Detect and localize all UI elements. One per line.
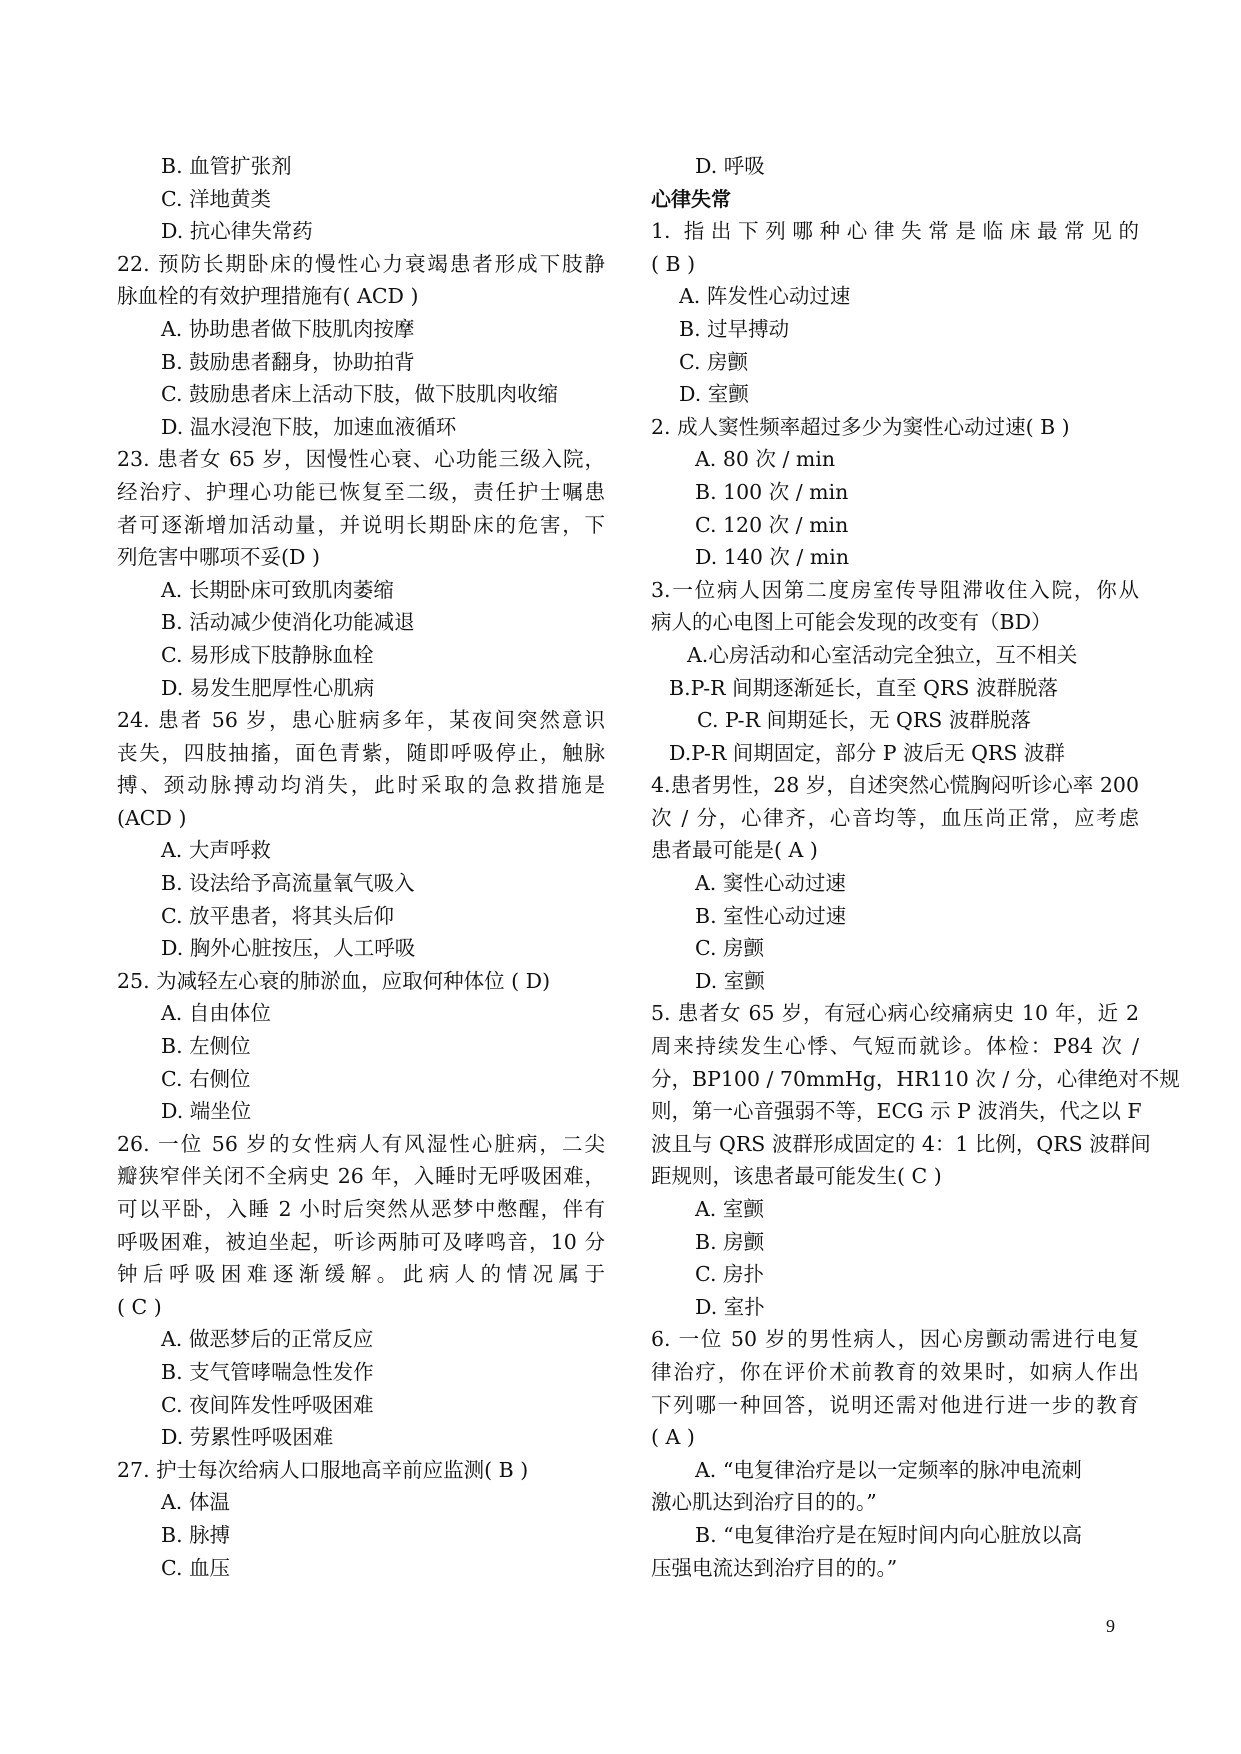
answer-option-line: B. 100 次 / min (695, 479, 849, 504)
answer-option-line: B. 左侧位 (161, 1034, 251, 1059)
question-text-line: C. P-R 间期延长，无 QRS 波群脱落 (697, 708, 1031, 733)
answer-option-line: D. 室颤 (679, 382, 749, 407)
answer-option-line: D. 劳累性呼吸困难 (161, 1425, 334, 1450)
question-text-line: 26. 一位 56 岁的女性病人有风湿性心脏病，二尖 (117, 1131, 605, 1156)
answer-option-line: C. 洋地黄类 (161, 186, 271, 211)
question-text-line: 距规则，该患者最可能发生( C ) (651, 1164, 942, 1189)
question-text-line: ( B ) (651, 251, 696, 276)
question-text-line: 病人的心电图上可能会发现的改变有（BD） (651, 610, 1052, 635)
question-text-line: 25. 为减轻左心衰的肺淤血，应取何种体位 ( D) (117, 968, 551, 993)
answer-option-line: A. 自由体位 (161, 1001, 271, 1026)
question-text-line: 周来持续发生心悸、气短而就诊。体检：P84 次 / (651, 1034, 1139, 1059)
answer-option-line: C. 房扑 (695, 1262, 764, 1287)
answer-option-line: D. 胸外心脏按压，人工呼吸 (161, 936, 416, 961)
answer-option-line: B. 鼓励患者翻身，协助拍背 (161, 349, 415, 374)
answer-option-line: A. 阵发性心动过速 (679, 284, 851, 309)
question-text-line: 丧失，四肢抽搐，面色青紫，随即呼吸停止，触脉 (117, 740, 605, 765)
answer-option-line: D. 室扑 (695, 1294, 765, 1319)
question-text-line: 脉血栓的有效护理措施有( ACD ) (117, 284, 419, 309)
question-text-line: 律治疗，你在评价术前教育的效果时，如病人作出 (651, 1359, 1139, 1384)
question-text-line: 3.一位病人因第二度房室传导阻滞收住入院，你从 (651, 577, 1139, 602)
answer-option-line: B. 过早搏动 (679, 316, 790, 341)
question-text-line: 经治疗、护理心功能已恢复至二级，责任护士嘱患 (117, 479, 605, 504)
question-text-line: 压强电流达到治疗目的的。” (651, 1555, 898, 1580)
question-text-line: 分，BP100 / 70mmHg，HR110 次 / 分，心律绝对不规 (651, 1066, 1180, 1091)
question-text-line: ( C ) (117, 1294, 162, 1319)
question-text-line: 2. 成人窦性频率超过多少为窦性心动过速( B ) (651, 414, 1070, 439)
answer-option-line: C. 房颤 (679, 349, 748, 374)
answer-option-line: C. 放平患者，将其头后仰 (161, 903, 394, 928)
answer-option-line: B. 血管扩张剂 (161, 154, 292, 178)
answer-option-line: B. 活动减少使消化功能减退 (161, 610, 415, 635)
question-text-line: (ACD ) (117, 805, 187, 830)
answer-option-line: D. 140 次 / min (695, 545, 850, 570)
question-text-line: 23. 患者女 65 岁，因慢性心衰、心功能三级入院， (117, 447, 605, 472)
answer-option-line: C. 易形成下肢静脉血栓 (161, 642, 374, 667)
answer-option-line: B. 房颤 (695, 1229, 765, 1254)
answer-option-line: B. 室性心动过速 (695, 903, 847, 928)
question-text-line: 6. 一位 50 岁的男性病人，因心房颤动需进行电复 (651, 1327, 1139, 1352)
answer-option-line: C. 夜间阵发性呼吸困难 (161, 1392, 374, 1417)
question-text-line: 呼吸困难，被迫坐起，听诊两肺可及哮鸣音，10 分 (117, 1229, 605, 1254)
question-text-line: B.P-R 间期逐渐延长，直至 QRS 波群脱落 (669, 675, 1058, 700)
answer-option-line: D. 温水浸泡下肢，加速血液循环 (161, 414, 457, 439)
right-column (651, 150, 1180, 1584)
answer-option-line: A. 协助患者做下肢肌肉按摩 (161, 316, 415, 341)
question-text-line: B. “电复律治疗是在短时间内向心脏放以高 (695, 1522, 1083, 1547)
question-text-line: 者可逐渐增加活动量，并说明长期卧床的危害，下 (117, 512, 605, 537)
question-text-line: A.心房活动和心室活动完全独立，互不相关 (687, 642, 1078, 667)
left-column (117, 150, 605, 1584)
answer-option-line: A. 大声呼救 (161, 838, 271, 863)
question-text-line: 24. 患者 56 岁，患心脏病多年，某夜间突然意识 (117, 708, 605, 733)
answer-option-line: A. 窦性心动过速 (695, 871, 846, 896)
answer-option-line: B. 设法给予高流量氧气吸入 (161, 871, 415, 896)
page-number: 9 (1106, 1616, 1115, 1636)
answer-option-line: B. 脉搏 (161, 1522, 231, 1547)
question-text-line: 钟后呼吸困难逐渐缓解。此病人的情况属于 (117, 1262, 605, 1287)
answer-option-line: A. 长期卧床可致肌肉萎缩 (161, 577, 394, 602)
question-text-line: 下列哪一种回答，说明还需对他进行进一步的教育 (651, 1392, 1139, 1417)
answer-option-line: A. 80 次 / min (695, 447, 836, 472)
question-text-line: 可以平卧，入睡 2 小时后突然从恶梦中憋醒，伴有 (117, 1197, 605, 1221)
answer-option-line: D. 抗心律失常药 (161, 219, 313, 244)
question-text-line: 瓣狭窄伴关闭不全病史 26 年，入睡时无呼吸困难， (117, 1164, 605, 1189)
answer-option-line: C. 右侧位 (161, 1066, 251, 1091)
question-text-line: 次 / 分，心律齐，心音均等，血压尚正常，应考虑 (651, 805, 1139, 830)
question-text-line: 22. 预防长期卧床的慢性心力衰竭患者形成下肢静 (117, 251, 605, 276)
answer-option-line: A. 室颤 (695, 1197, 764, 1221)
question-text-line: D.P-R 间期固定，部分 P 波后无 QRS 波群 (669, 740, 1065, 765)
answer-option-line: C. 120 次 / min (695, 512, 849, 537)
question-text-line: 波且与 QRS 波群形成固定的 4：1 比例，QRS 波群间 (651, 1131, 1151, 1156)
answer-option-line: C. 血压 (161, 1555, 230, 1580)
answer-option-line: D. 室颤 (695, 968, 765, 993)
question-text-line: ( A ) (651, 1425, 695, 1450)
question-text-line: 搏、颈动脉搏动均消失，此时采取的急救措施是 (117, 773, 605, 798)
question-text-line: 激心肌达到治疗目的的。” (651, 1490, 877, 1515)
question-text-line: 27. 护士每次给病人口服地高辛前应监测( B ) (117, 1457, 529, 1482)
question-text-line: 则，第一心音强弱不等，ECG 示 P 波消失，代之以 F (651, 1099, 1142, 1124)
section-heading: 心律失常 (651, 186, 731, 211)
question-text-line: 列危害中哪项不妥(D ) (117, 545, 320, 570)
answer-option-line: B. 支气管哮喘急性发作 (161, 1359, 374, 1384)
answer-option-line: D. 呼吸 (695, 154, 765, 178)
answer-option-line: D. 易发生肥厚性心肌病 (161, 675, 375, 700)
answer-option-line: C. 鼓励患者床上活动下肢，做下肢肌肉收缩 (161, 382, 558, 407)
question-text-line: 5. 患者女 65 岁，有冠心病心绞痛病史 10 年，近 2 (651, 1001, 1139, 1026)
question-text-line: 4.患者男性，28 岁，自述突然心慌胸闷听诊心率 200 (651, 773, 1139, 798)
question-text-line: A. “电复律治疗是以一定频率的脉冲电流刺 (695, 1457, 1082, 1482)
answer-option-line: D. 端坐位 (161, 1099, 252, 1124)
question-text-line: 患者最可能是( A ) (651, 838, 818, 863)
answer-option-line: C. 房颤 (695, 936, 764, 961)
answer-option-line: A. 做恶梦后的正常反应 (161, 1327, 374, 1352)
question-text-line: 1. 指出下列哪种心律失常是临床最常见的 (651, 219, 1139, 244)
answer-option-line: A. 体温 (161, 1490, 230, 1515)
